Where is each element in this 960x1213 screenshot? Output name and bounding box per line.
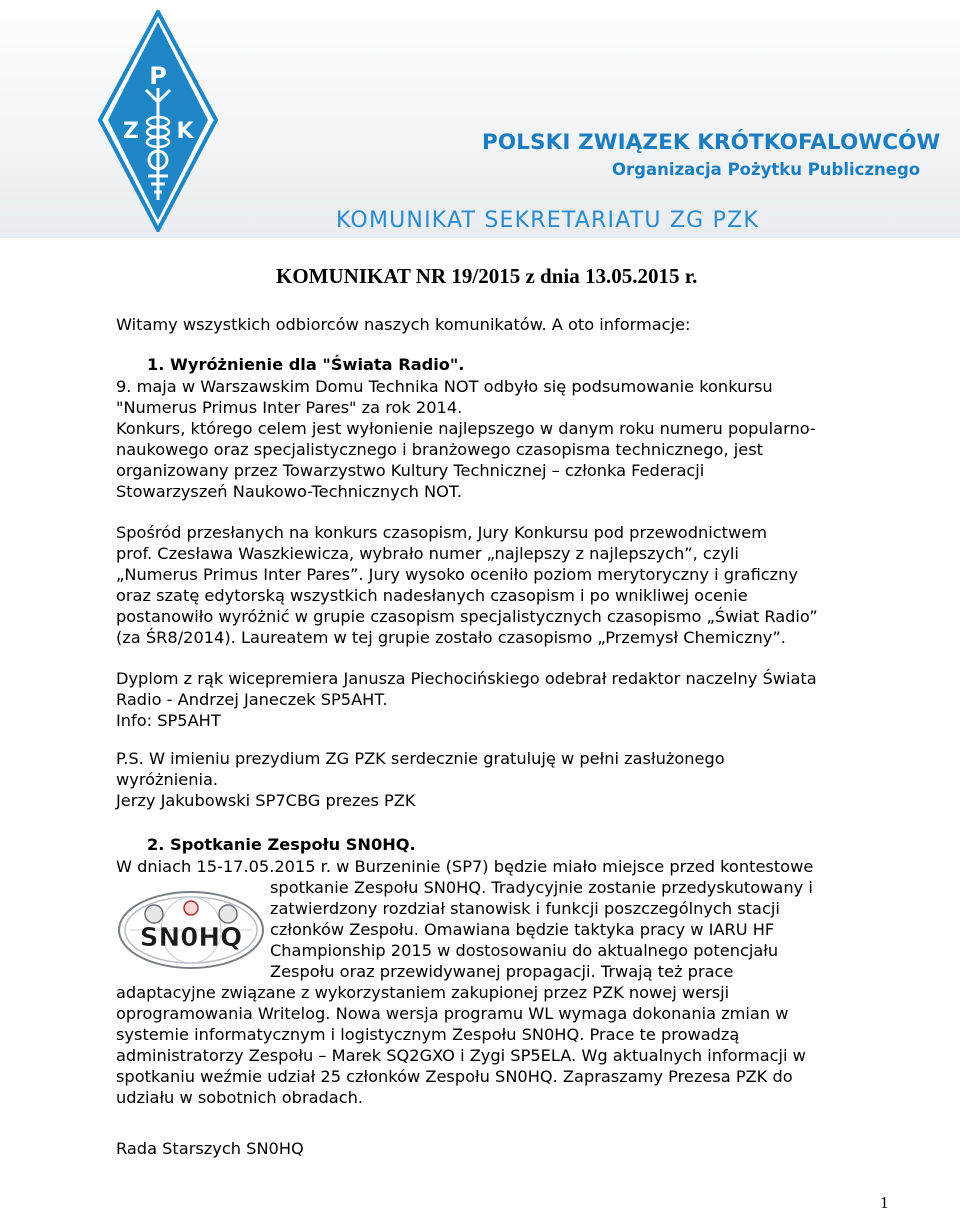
document-title: KOMUNIKAT NR 19/2015 z dnia 13.05.2015 r. — [276, 264, 698, 288]
text-line: "Numerus Primus Inter Pares" za rok 2014. — [116, 398, 463, 417]
text-line: 9. maja w Warszawskim Domu Technika NOT odbyło się podsumowanie konkursu — [116, 377, 773, 396]
text-line: Info: SP5AHT — [116, 711, 221, 730]
logo-letter-z: Z — [123, 119, 139, 144]
section-2-paragraph — [116, 856, 813, 1108]
text-line: postanowiło wyróżnić w grupie czasopism specjalistycznych czasopismo „Świat Radio” — [116, 607, 818, 626]
section-2-heading: 2. Spotkanie Zespołu SN0HQ. — [147, 835, 416, 854]
text-line: spotkaniu weźmie udział 25 członków Zespołu SN0HQ. Zapraszamy Prezesa PZK do — [116, 1067, 793, 1086]
section-1-paragraph-3 — [116, 668, 817, 731]
text-line: Championship 2015 w dostosowaniu do aktualnego potencjału — [270, 941, 779, 960]
text-line: członków Zespołu. Omawiana będzie taktyka pracy w IARU HF — [270, 920, 775, 939]
text-line: Konkurs, którego celem jest wyłonienie najlepszego w danym roku numeru popularno- — [116, 419, 816, 438]
text-line: (za ŚR8/2014). Laureatem w tej grupie zostało czasopismo „Przemysł Chemiczny”. — [116, 628, 786, 647]
text-line: wyróżnienia. — [116, 770, 219, 789]
text-line: udziału w sobotnich obradach. — [116, 1088, 364, 1107]
text-line: systemie informatycznym i logistycznym Zespołu SN0HQ. Prace te prowadzą — [116, 1025, 740, 1044]
section-1-paragraph-2 — [116, 522, 818, 648]
text-line: oraz szatę edytorską wszystkich nadesłanych czasopism i po wnikliwej ocenie — [116, 586, 748, 605]
logo-letter-p: P — [149, 62, 167, 90]
section-1-paragraph-1 — [116, 376, 816, 502]
banner-title: KOMUNIKAT SEKRETARIATU ZG PZK — [336, 208, 759, 233]
text-line: organizowany przez Towarzystwo Kultury Technicznej – członka Federacji — [116, 461, 705, 480]
text-line: Jerzy Jakubowski SP7CBG prezes PZK — [116, 791, 416, 810]
text-line: adaptacyjne związane z wykorzystaniem zakupionej przez PZK nowej wersji — [116, 983, 730, 1002]
text-line: zatwierdzony rozdział stanowisk i funkcji poszczególnych stacji — [270, 899, 780, 918]
text-line: Radio - Andrzej Janeczek SP5AHT. — [116, 690, 388, 709]
organization-name: POLSKI ZWIĄZEK KRÓTKOFALOWCÓW — [482, 130, 941, 155]
text-line: prof. Czesława Waszkiewicza, wybrało numer „najlepszy z najlepszych”, czyli — [116, 544, 739, 563]
text-line: „Numerus Primus Inter Pares”. Jury wysoko oceniło poziom merytoryczny i graficzny — [116, 565, 799, 584]
organization-subtitle: Organizacja Pożytku Publicznego — [612, 160, 921, 179]
intro-paragraph: Witamy wszystkich odbiorców naszych komunikatów. A oto informacje: — [116, 315, 691, 334]
text-line: oprogramowania Writelog. Nowa wersja programu WL wymaga dokonania zmian w — [116, 1004, 789, 1023]
text-line: spotkanie Zespołu SN0HQ. Tradycyjnie zostanie przedyskutowany i — [270, 878, 813, 897]
sn0hq-logo-text: SN0HQ — [139, 923, 243, 953]
text-line: Stowarzyszeń Naukowo-Technicznych NOT. — [116, 482, 463, 501]
section-1-heading: 1. Wyróżnienie dla "Świata Radio". — [147, 355, 465, 374]
text-line: administratorzy Zespołu – Marek SQ2GXO i Zygi SP5ELA. Wg aktualnych informacji w — [116, 1046, 806, 1065]
text-line: W dniach 15-17.05.2015 r. w Burzeninie (SP7) będzie miało miejsce przed kontestowe — [116, 857, 814, 876]
text-line: Spośród przesłanych na konkurs czasopism, Jury Konkursu pod przewodnictwem — [116, 523, 767, 542]
text-line: naukowego oraz specjalistycznego i branżowego czasopisma technicznego, jest — [116, 440, 763, 459]
signature: Rada Starszych SN0HQ — [116, 1139, 304, 1158]
text-line: P.S. W imieniu prezydium ZG PZK serdecznie gratuluję w pełni zasłużonego — [116, 749, 725, 768]
text-line: Dyplom z rąk wicepremiera Janusza Piechocińskiego odebrał redaktor naczelny Świata — [116, 669, 817, 688]
header-banner — [0, 0, 960, 238]
text-line: Zespołu oraz przewidywanej propagacji. Trwają też prace — [270, 962, 734, 981]
logo-letter-k: K — [176, 119, 194, 144]
page-number: 1 — [880, 1193, 889, 1212]
pzk-logo — [98, 10, 218, 232]
section-1-paragraph-4 — [116, 748, 725, 811]
